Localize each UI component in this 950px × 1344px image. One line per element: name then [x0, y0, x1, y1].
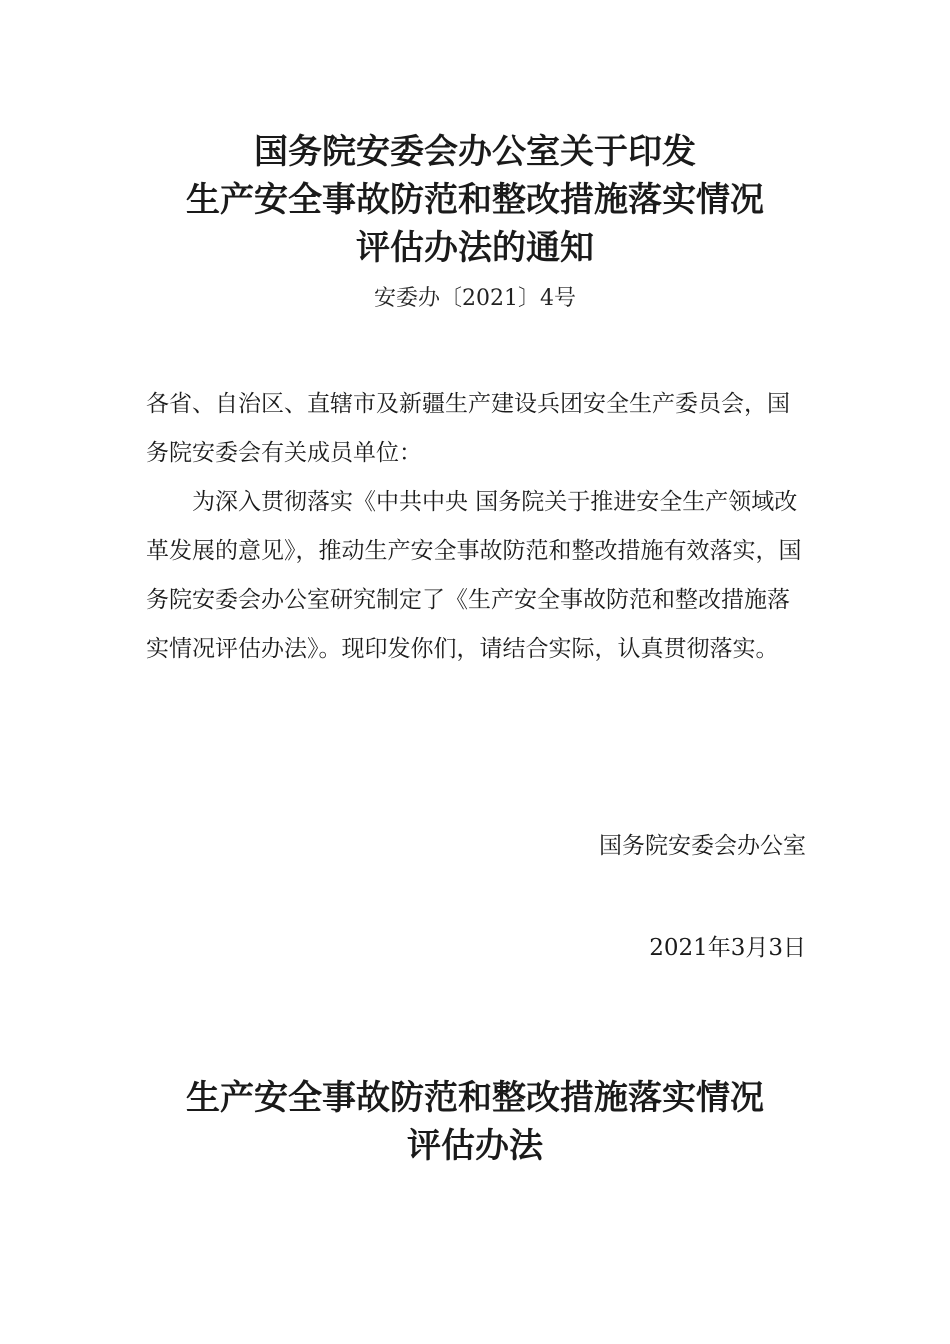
notice-title-line: 评估办法的通知: [356, 228, 594, 268]
notice-title: [0, 128, 950, 272]
salutation: 各省、自治区、直辖市及新疆生产建设兵团安全生产委员会，国务院安委会有关成员单位：: [146, 391, 790, 466]
attachment-title-line: 生产安全事故防范和整改措施落实情况: [186, 1078, 764, 1118]
issue-date: 2021年3月3日: [649, 935, 806, 961]
body-paragraph: 为深入贯彻落实《中共中央 国务院关于推进安全生产领域改革发展的意见》，推动生产安全事故防范和整改措施有效落实，国务院安委会办公室研究制定了《生产安全事故防范和整改措施落实情况评估办法》。现印发你们，请结合实际，认真贯彻落实。: [146, 489, 802, 662]
notice-title-line: 国务院安委会办公室关于印发: [254, 132, 696, 172]
document-number: 安委办〔2021〕4号: [374, 286, 576, 311]
attachment-title: [0, 1074, 950, 1170]
attachment-title-line: 评估办法: [407, 1126, 543, 1166]
notice-title-line: 生产安全事故防范和整改措施落实情况: [186, 180, 764, 220]
notice-body: [146, 380, 806, 674]
issuer-signature: 国务院安委会办公室: [599, 833, 806, 859]
